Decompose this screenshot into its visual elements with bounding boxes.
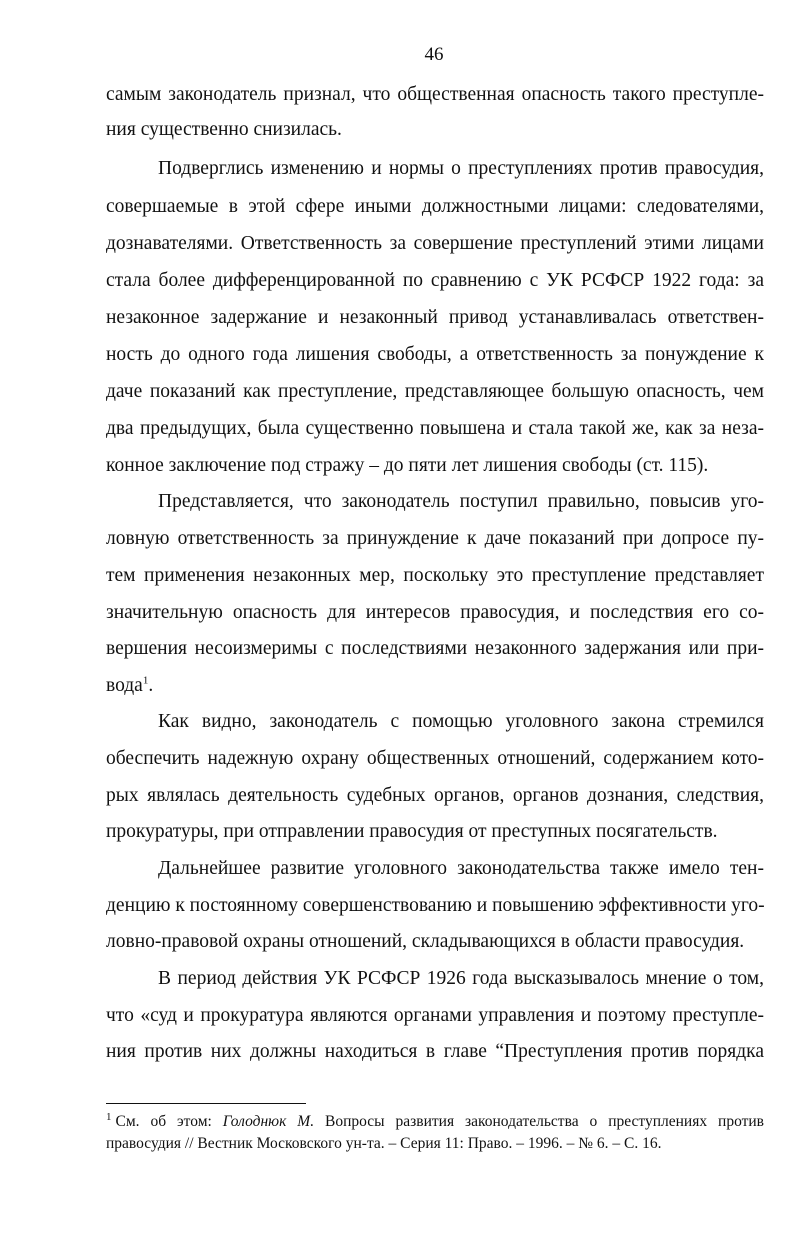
text-line: самым законодатель признал, что общественная опасность такого преступле- xyxy=(106,84,764,105)
text-line: вершения несоизмеримы с последствиями незаконного задержания или при- xyxy=(106,638,764,659)
footnote-author: Голоднюк М. xyxy=(222,1113,315,1130)
text-line: Дальнейшее развитие уголовного законодательства также имело тен- xyxy=(158,858,764,879)
text-line: прокуратуры, при отправлении правосудия от преступных посягательств. xyxy=(106,821,718,842)
footnote-marker: 1 xyxy=(106,1110,112,1123)
footnote-prefix: См. об этом: xyxy=(115,1113,223,1130)
text-line: Представляется, что законодатель поступил правильно, повысив уго- xyxy=(158,491,764,512)
footnote-reference: 1 xyxy=(142,674,149,687)
text-line: конное заключение под стражу – до пяти лет лишения свободы (ст. 115). xyxy=(106,455,709,476)
text-line: ния против них должны находиться в главе “Преступления против порядка xyxy=(106,1041,764,1062)
footnote-text: Вопросы развития законодательства о преступлениях против xyxy=(314,1113,764,1130)
footnote-separator xyxy=(106,1103,306,1104)
text-line-with-footnote-ref xyxy=(106,675,764,697)
text-line: два предыдущих, была существенно повышена и стала такой же, как за неза- xyxy=(106,418,764,439)
text-line: ния существенно снизилась. xyxy=(106,119,342,140)
text-line: совершаемые в этой сфере иными должностными лицами: следователями, xyxy=(106,196,764,217)
text-fragment: . xyxy=(148,675,154,696)
text-line: дознавателями. Ответственность за совершение преступлений этими лицами xyxy=(106,233,764,254)
text-fragment: вода xyxy=(106,675,143,696)
text-line: стала более дифференцированной по сравнению с УК РСФСР 1922 года: за xyxy=(106,270,764,291)
footnote-line xyxy=(106,1110,764,1131)
text-line: ность до одного года лишения свободы, а ответственность за понуждение к xyxy=(106,344,764,365)
text-line: значительную опасность для интересов правосудия, и последствия его со- xyxy=(106,602,764,623)
text-line: денцию к постоянному совершенствованию и повышению эффективности уго- xyxy=(106,895,765,916)
text-line: обеспечить надежную охрану общественных отношений, содержанием кото- xyxy=(106,748,764,769)
text-line: даче показаний как преступление, представляющее большую опасность, чем xyxy=(106,381,764,402)
page-number: 46 xyxy=(424,44,444,65)
text-line: тем применения незаконных мер, поскольку это преступление представляет xyxy=(106,565,764,586)
text-line: рых являлась деятельность судебных органов, органов дознания, следствия, xyxy=(106,785,764,806)
footnote-line: правосудия // Вестник Московского ун-та. – Серия 11: Право. – 1996. – № 6. – С. 16. xyxy=(106,1135,662,1152)
text-line: В период действия УК РСФСР 1926 года высказывалось мнение о том, xyxy=(158,968,764,989)
text-line: незаконное задержание и незаконный привод устанавливалась ответствен- xyxy=(106,307,764,328)
text-line: ловно-правовой охраны отношений, складывающихся в области правосудия. xyxy=(106,931,745,952)
text-line: ловную ответственность за принуждение к даче показаний при допросе пу- xyxy=(106,528,764,549)
text-line: Как видно, законодатель с помощью уголовного закона стремился xyxy=(158,711,764,732)
text-line: Подверглись изменению и нормы о преступлениях против правосудия, xyxy=(158,158,764,179)
text-line: что «суд и прокуратура являются органами управления и поэтому преступле- xyxy=(106,1005,764,1026)
